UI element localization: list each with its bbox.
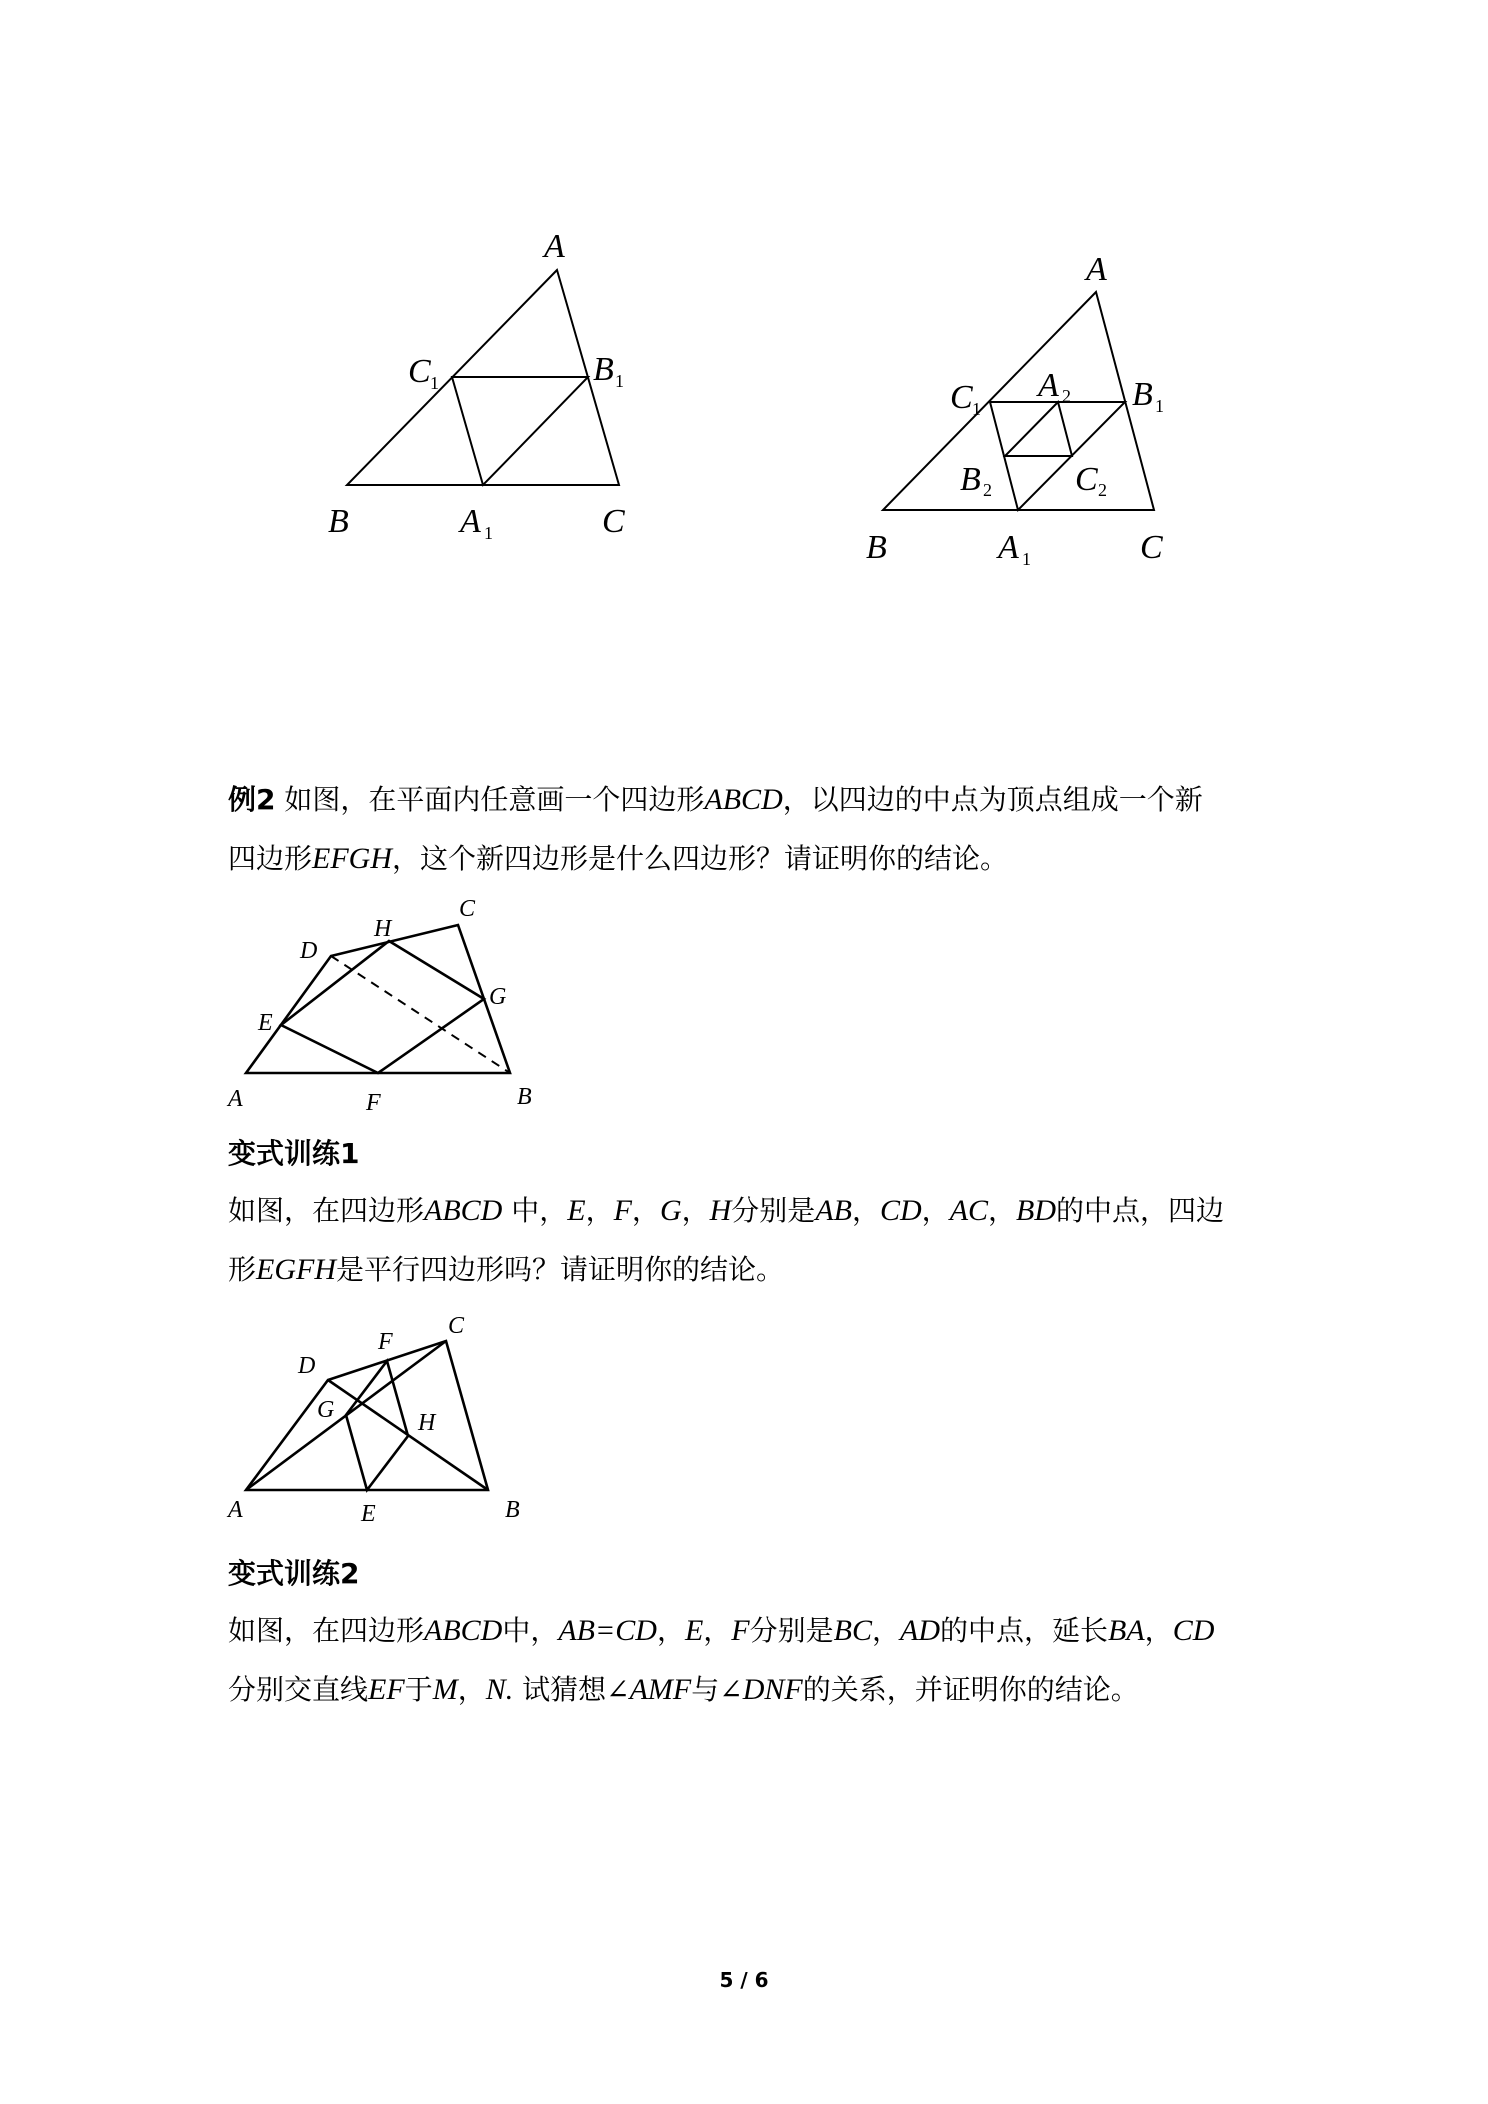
fig2-label-B2: B — [960, 461, 981, 498]
variant2-heading: 变式训练2 — [228, 1557, 360, 1590]
variant2-text: 分别是 — [749, 1614, 834, 1647]
var: E — [567, 1194, 586, 1227]
var: EF — [368, 1673, 405, 1706]
variant2-text: ， — [457, 1673, 486, 1706]
variant2-line1 — [228, 1601, 1268, 1660]
fig4-label-D: D — [298, 1353, 316, 1379]
fig3-label-F: F — [366, 1090, 381, 1116]
var: AD — [900, 1614, 940, 1647]
variant2-text: 试猜想∠ — [513, 1673, 630, 1706]
variant1-text: 中， — [502, 1194, 568, 1227]
fig4-label-E: E — [361, 1501, 376, 1527]
fig4-label-H: H — [418, 1410, 436, 1436]
variant1-text: 是平行四边形吗？请证明你的结论。 — [336, 1253, 785, 1286]
fig2-label-C2: C — [1075, 461, 1098, 498]
fig2-label-B1: B — [1132, 376, 1153, 413]
fig2-label-A: A — [1086, 251, 1107, 288]
variant1-text: 如图，在四边形 — [228, 1194, 425, 1227]
variant1-text: 分别是 — [731, 1194, 816, 1227]
fig3-label-E: E — [258, 1010, 273, 1036]
fig2-label-C1: C — [950, 379, 973, 416]
var: CD — [1172, 1614, 1215, 1647]
fig4-label-C: C — [448, 1313, 465, 1339]
variant1-text: 的中点，四边 — [1056, 1194, 1225, 1227]
fig4-label-B: B — [505, 1497, 520, 1523]
variant2-text: 分别交直线 — [228, 1673, 369, 1706]
variant2-text: 的中点，延长 — [940, 1614, 1109, 1647]
var: H — [709, 1194, 732, 1227]
fig1-label-A: A — [544, 228, 565, 265]
variant2-text: 中， — [502, 1614, 559, 1647]
variant1-text: ， — [921, 1194, 950, 1227]
var: BD — [1016, 1194, 1057, 1227]
figure4-lines — [246, 1341, 488, 1490]
fig2-label-A1: A — [998, 529, 1019, 566]
var: ABCD — [424, 1614, 503, 1647]
var: AMF — [629, 1673, 692, 1706]
fig4-label-A: A — [228, 1497, 243, 1523]
fig2-label-A2: A — [1038, 367, 1059, 404]
variant2-text: 的关系，并证明你的结论。 — [802, 1673, 1139, 1706]
variant1-heading: 变式训练1 — [228, 1137, 360, 1170]
var: G — [659, 1194, 682, 1227]
fig3-label-A: A — [228, 1086, 243, 1112]
fig1-sub-C1: 1 — [430, 373, 439, 393]
example2-text: ，以四边的中点为顶点组成一个新 — [782, 783, 1203, 816]
example2-text: ，这个新四边形是什么四边形？请证明你的结论。 — [392, 842, 1009, 875]
variant1-text: ， — [851, 1194, 880, 1227]
variant1-text: 形 — [228, 1253, 257, 1286]
example2-text: 如图，在平面内任意画一个四边形 — [284, 783, 705, 816]
variant2-problem — [228, 1601, 1268, 1719]
var: DNF — [742, 1673, 803, 1706]
variant2-text: 于 — [404, 1673, 433, 1706]
var-efgh: EFGH — [312, 842, 392, 875]
example2-label: 例2 — [228, 783, 276, 816]
variant2-text: 如图，在四边形 — [228, 1614, 425, 1647]
fig1-label-C: C — [602, 503, 625, 540]
fig1-label-B1: B — [593, 351, 614, 388]
var: EGFH — [256, 1253, 336, 1286]
variant1-text: ， — [585, 1194, 614, 1227]
var: AB=CD — [558, 1614, 657, 1647]
var: F — [731, 1614, 750, 1647]
fig3-label-D: D — [300, 938, 318, 964]
fig3-label-B: B — [517, 1084, 532, 1110]
fig1-label-B: B — [328, 503, 349, 540]
var: F — [613, 1194, 632, 1227]
example2-text: 四边形 — [228, 842, 313, 875]
fig2-sub-B2: 2 — [983, 480, 992, 500]
var: N. — [485, 1673, 514, 1706]
var: M — [432, 1673, 458, 1706]
fig2-label-B: B — [866, 529, 887, 566]
fig2-sub-B1: 1 — [1155, 396, 1164, 416]
fig2-sub-A1: 1 — [1022, 549, 1031, 569]
variant1-text: ， — [681, 1194, 710, 1227]
variant2-text: ， — [1144, 1614, 1173, 1647]
fig4-label-F: F — [378, 1329, 393, 1355]
var: BA — [1108, 1614, 1145, 1647]
fig2-sub-C2: 2 — [1098, 480, 1107, 500]
fig2-sub-C1: 1 — [972, 399, 981, 419]
fig1-sub-A1: 1 — [484, 523, 493, 543]
fig1-sub-B1: 1 — [615, 371, 624, 391]
variant2-text: 与∠ — [691, 1673, 743, 1706]
fig2-label-C: C — [1140, 529, 1163, 566]
fig1-label-C1: C — [408, 353, 431, 390]
var-abcd: ABCD — [704, 783, 783, 816]
variant2-text: ， — [703, 1614, 732, 1647]
var: E — [684, 1614, 704, 1647]
page-number: 5 / 6 — [719, 1968, 769, 1992]
fig3-label-C: C — [459, 896, 476, 922]
var: AC — [949, 1194, 989, 1227]
fig3-label-G: G — [489, 984, 507, 1010]
variant2-text: ， — [871, 1614, 900, 1647]
var: ABCD — [424, 1194, 503, 1227]
var: CD — [879, 1194, 922, 1227]
variant1-text: ， — [631, 1194, 660, 1227]
variant2-text: ， — [656, 1614, 685, 1647]
fig1-label-A1: A — [460, 503, 481, 540]
fig3-label-H: H — [374, 916, 392, 942]
variant2-line2 — [228, 1660, 1268, 1719]
fig4-label-G: G — [317, 1397, 335, 1423]
var: BC — [833, 1614, 872, 1647]
var: AB — [815, 1194, 852, 1227]
variant1-text: ， — [988, 1194, 1017, 1227]
fig2-sub-A2: 2 — [1062, 386, 1071, 406]
